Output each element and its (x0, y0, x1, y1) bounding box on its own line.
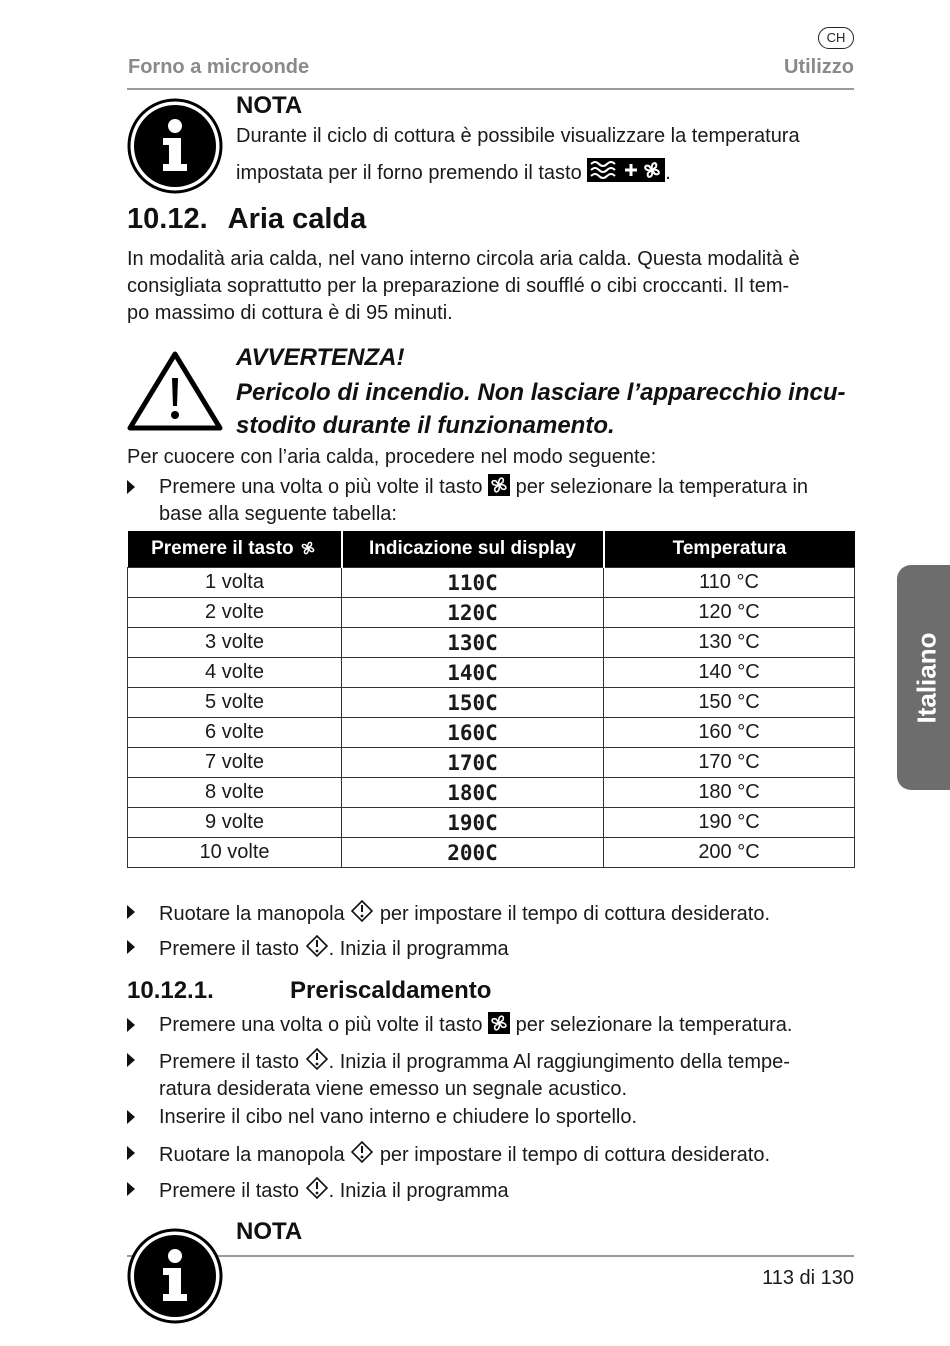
table-cell-display: 110C (342, 568, 604, 598)
table-cell-presses: 8 volte (128, 778, 342, 808)
warning-line1: Pericolo di incendio. Non lasciare l’apparecchio incu- (236, 379, 846, 406)
table-cell-temperature: 140 °C (604, 658, 855, 688)
bullet-arrow-icon (127, 1182, 135, 1196)
table-cell-temperature: 200 °C (604, 838, 855, 868)
fan-icon (488, 1012, 510, 1034)
table-cell-presses: 3 volte (128, 628, 342, 658)
table-cell-display: 180C (342, 778, 604, 808)
section-heading: 10.12. Aria calda (127, 203, 367, 235)
table-cell-presses: 6 volte (128, 718, 342, 748)
table-cell-temperature: 110 °C (604, 568, 855, 598)
table-cell-display: 170C (342, 748, 604, 778)
section-intro-line1: In modalità aria calda, nel vano interno circola aria calda. Questa modalità è (127, 248, 800, 270)
grill-plus-fan-icon (587, 158, 665, 182)
start-dial-icon (350, 899, 374, 923)
table-row (128, 838, 855, 868)
list-item: Premere il tasto . Inizia il programma (127, 934, 847, 962)
table-cell-display: 200C (342, 838, 604, 868)
table-row (128, 598, 855, 628)
note-text-line2: impostata per il forno premendo il tasto . (236, 158, 671, 187)
table-cell-temperature: 190 °C (604, 808, 855, 838)
table-cell-presses: 2 volte (128, 598, 342, 628)
bullet-arrow-icon (127, 480, 135, 494)
table-cell-display: 130C (342, 628, 604, 658)
section-intro-line2: consigliata soprattutto per la preparazione di soufflé o cibi croccanti. Il tem- (127, 275, 790, 297)
bullet-arrow-icon (127, 905, 135, 919)
warning-triangle-icon (126, 350, 224, 432)
footer-rule (127, 1255, 854, 1257)
table-cell-display: 120C (342, 598, 604, 628)
language-tab: Italiano (897, 565, 950, 790)
start-dial-icon (350, 1140, 374, 1164)
bullet-arrow-icon (127, 1146, 135, 1160)
warning-line2: stodito durante il funzionamento. (236, 412, 615, 439)
note-title: NOTA (236, 92, 303, 119)
table-row (128, 718, 855, 748)
table-header-press: Premere il tasto (128, 531, 342, 568)
list-item: Premere il tasto . Inizia il programma Al raggiungimento della tempe- ratura desiderata viene emesso un segnale acustico. (127, 1047, 847, 1103)
list-item: Premere una volta o più volte il tasto per selezionare la temperatura. (127, 1012, 847, 1040)
info-circle-icon (127, 98, 223, 194)
table-row (128, 778, 855, 808)
table-cell-presses: 9 volte (128, 808, 342, 838)
table-cell-presses: 5 volte (128, 688, 342, 718)
procedure-intro: Per cuocere con l’aria calda, procedere nel modo seguente: (127, 446, 657, 468)
section-intro-line3: po massimo di cottura è di 95 minuti. (127, 302, 453, 324)
table-row (128, 748, 855, 778)
table-cell-temperature: 130 °C (604, 628, 855, 658)
fan-icon (488, 474, 510, 496)
header-chapter: Utilizzo (784, 56, 854, 78)
table-cell-display: 160C (342, 718, 604, 748)
table-row (128, 568, 855, 598)
list-item: Ruotare la manopola per impostare il tempo di cottura desiderato. (127, 899, 847, 927)
table-header-display: Indicazione sul display (342, 531, 604, 568)
table-cell-display: 150C (342, 688, 604, 718)
table-cell-presses: 4 volte (128, 658, 342, 688)
table-row (128, 688, 855, 718)
header-title: Forno a microonde (128, 56, 310, 78)
list-item: Premere il tasto . Inizia il programma (127, 1176, 847, 1204)
table-header-row (128, 531, 855, 568)
subsection-title: Preriscaldamento (290, 977, 492, 1004)
table-cell-presses: 10 volte (128, 838, 342, 868)
table-cell-temperature: 170 °C (604, 748, 855, 778)
list-item: Premere una volta o più volte il tasto per selezionare la temperatura in base alla seguente tabella: (127, 474, 847, 530)
bullet-arrow-icon (127, 1018, 135, 1032)
list-item: Ruotare la manopola per impostare il tempo di cottura desiderato. (127, 1140, 847, 1168)
table-cell-presses: 1 volta (128, 568, 342, 598)
page-number: 113 di 130 (762, 1267, 854, 1289)
bullet-arrow-icon (127, 1110, 135, 1124)
table-row (128, 628, 855, 658)
table-cell-presses: 7 volte (128, 748, 342, 778)
table-header-temperature: Temperatura (604, 531, 855, 568)
temperature-table (127, 531, 855, 868)
table-cell-display: 140C (342, 658, 604, 688)
bullet-arrow-icon (127, 1053, 135, 1067)
table-cell-temperature: 180 °C (604, 778, 855, 808)
list-item: Inserire il cibo nel vano interno e chiudere lo sportello. (127, 1104, 847, 1132)
start-dial-icon (305, 934, 329, 958)
note-title: NOTA (236, 1218, 303, 1245)
table-cell-temperature: 150 °C (604, 688, 855, 718)
table-row (128, 808, 855, 838)
header-rule (127, 88, 854, 90)
table-cell-display: 190C (342, 808, 604, 838)
table-cell-temperature: 160 °C (604, 718, 855, 748)
table-row (128, 658, 855, 688)
info-circle-icon (127, 1228, 223, 1324)
country-badge: CH (818, 27, 854, 49)
subsection-number: 10.12.1. (127, 977, 214, 1004)
table-cell-temperature: 120 °C (604, 598, 855, 628)
note-text-line1: Durante il ciclo di cottura è possibile visualizzare la temperatura (236, 125, 800, 147)
warning-title: AVVERTENZA! (236, 344, 405, 371)
start-dial-icon (305, 1047, 329, 1071)
fan-icon (299, 539, 317, 557)
start-dial-icon (305, 1176, 329, 1200)
bullet-arrow-icon (127, 940, 135, 954)
